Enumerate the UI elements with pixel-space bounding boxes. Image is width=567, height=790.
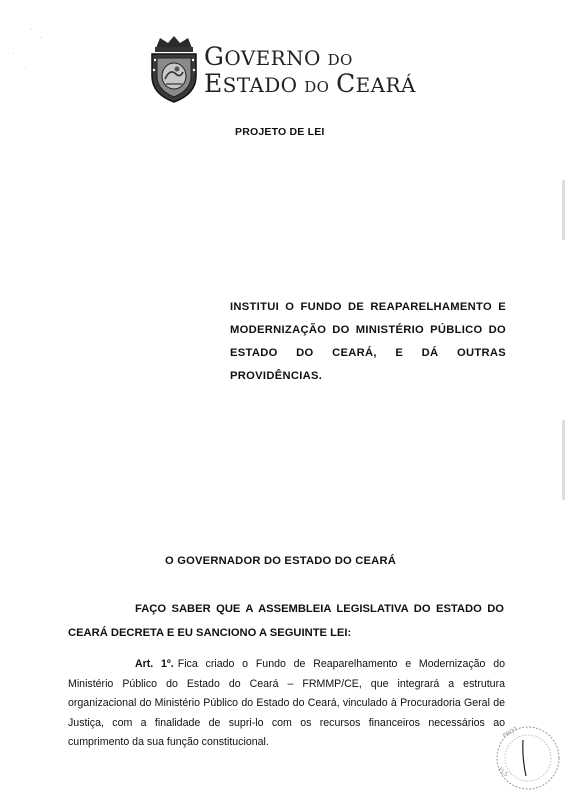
letterhead-initial: C (336, 69, 356, 98)
article-1 (68, 655, 505, 753)
enacting-clause: FAÇO SABER QUE A ASSEMBLEIA LEGISLATIVA DO ESTADO DO CEARÁ DECRETA E EU SANCIONO A SEGUINTE LEI: (68, 603, 504, 639)
svg-text:PROT: PROT (501, 725, 520, 740)
enacting-authority: O GOVERNADOR DO ESTADO DO CEARÁ (165, 555, 396, 567)
letterhead-word: STADO (222, 73, 298, 97)
article-label: Art. 1º. (135, 658, 174, 670)
procuradoria-seal-icon (486, 718, 562, 790)
letterhead-word: OVERNO (224, 46, 321, 70)
letterhead-word: DO (304, 78, 330, 96)
letterhead-line-1 (204, 44, 416, 69)
letterhead-word: EARÁ (355, 73, 416, 97)
bill-summary: INSTITUI O FUNDO DE REAPARELHAMENTO E MODERNIZAÇÃO DO MINISTÉRIO PÚBLICO DO ESTADO DO CEARÁ, E DÁ OUTRAS PROVIDÊNCIAS. (230, 301, 506, 382)
state-coat-of-arms-icon (146, 34, 202, 104)
scan-speck: · (30, 26, 33, 33)
scan-speck: · (12, 50, 15, 57)
letterhead-title (204, 44, 416, 96)
article-text: Fica criado o Fundo de Reaparelhamento e Modernização do Ministério Público do Estado do Ceará – FRMMP/CE, que integrará a estrutura organizacional do Ministério Público do Estado do Ceará, vinculado à Procuradoria Geral de Justiça, com a finalidade de supri-lo com os recursos financeiros necessários ao cumprimento da sua função constitucional. (68, 658, 505, 749)
document-type: PROJETO DE LEI (235, 126, 325, 138)
letterhead-initial: E (204, 69, 223, 98)
svg-text:FLS: FLS (496, 766, 510, 779)
scan-edge (562, 420, 565, 500)
letterhead-initial: G (204, 42, 225, 71)
scan-speck: · (24, 64, 27, 71)
letterhead-line-2 (204, 71, 416, 96)
letterhead-word: DO (327, 51, 353, 69)
scan-edge (562, 180, 565, 240)
scan-speck: . (40, 33, 42, 40)
